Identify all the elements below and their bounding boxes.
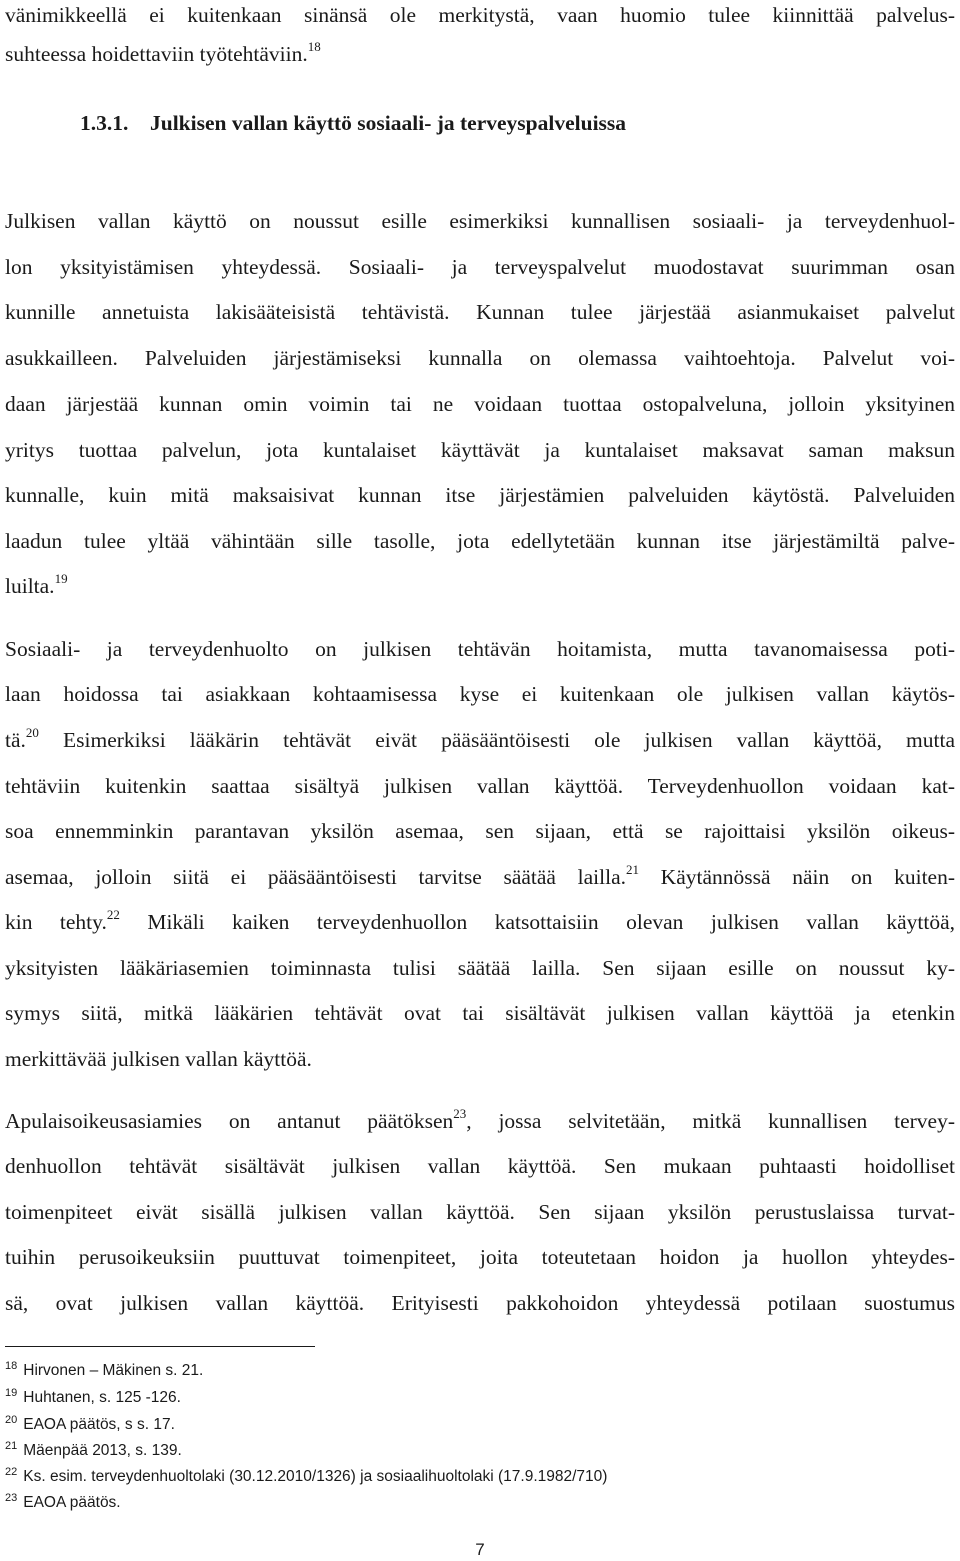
p2-text: tä.: [5, 728, 26, 752]
p2-text: asemaa, jolloin siitä ei pääsääntöisesti tarvitse säätää lailla.: [5, 865, 626, 889]
footnote: [5, 1442, 182, 1460]
p2-line: soa ennemminkin parantavan yksilön asemaa, sen sijaan, että se rajoittaisi yksilön oikeus-: [5, 819, 955, 843]
footnote-number: 21: [5, 1440, 18, 1452]
footnote-separator: [5, 1346, 315, 1347]
p1-line: kunnalle, kuin mitä maksaisivat kunnan itse järjestämien palveluiden käytöstä. Palveluiden: [5, 483, 955, 507]
p2-line: Sosiaali- ja terveydenhuolto on julkisen tehtävän hoitamista, mutta tavanomaisessa poti-: [5, 637, 955, 661]
footnote-text: Hirvonen – Mäkinen s. 21.: [23, 1362, 204, 1379]
footnote-number: 19: [5, 1387, 18, 1399]
p1-line: laadun tulee yltää vähintään sille tasolle, jota edellytetään kunnan itse järjestämiltä palve-: [5, 529, 955, 553]
footnote: [5, 1416, 175, 1434]
section-heading: [80, 110, 626, 136]
p2-line: symys siitä, mitkä lääkärien tehtävät ovat tai sisältävät julkisen vallan käyttöä ja etenkin: [5, 1001, 955, 1025]
p2-text: kin tehty.: [5, 910, 107, 934]
p3-text: , jossa selvitetään, mitkä kunnallisen tervey-: [466, 1109, 955, 1133]
intro-line-2: [5, 41, 955, 67]
footnote-number: 18: [5, 1360, 18, 1372]
p3-line: sä, ovat julkisen vallan käyttöä. Erityisesti pakkohoidon yhteydessä potilaan suostumus: [5, 1291, 955, 1315]
p2-line: [5, 909, 955, 935]
p3-line: denhuollon tehtävät sisältävät julkisen vallan käyttöä. Sen mukaan puhtaasti hoidolliset: [5, 1154, 955, 1178]
p2-text: Esimerkiksi lääkärin tehtävät eivät pääsääntöisesti ole julkisen vallan käyttöä, mutta: [38, 728, 955, 752]
p2-text: Käytännössä näin on kuiten-: [639, 865, 955, 889]
intro-line-1: vänimikkeellä ei kuitenkaan sinänsä ole merkitystä, vaan huomio tulee kiinnittää palvelus-: [5, 3, 955, 27]
p1-line: Julkisen vallan käyttö on noussut esille esimerkiksi kunnallisen sosiaali- ja terveydenhuol-: [5, 209, 955, 233]
footnote-text: EAOA päätös.: [23, 1494, 121, 1511]
p1-line: yritys tuottaa palvelun, jota kuntalaiset käyttävät ja kuntalaiset maksavat saman maksun: [5, 438, 955, 462]
footnote: [5, 1362, 203, 1380]
p1-line: lon yksityistämisen yhteydessä. Sosiaali- ja terveyspalvelut muodostavat suurimman osan: [5, 255, 955, 279]
p1-last-line: [5, 573, 955, 599]
section-number: 1.3.1.: [80, 111, 129, 135]
footnote-ref-23[interactable]: 23: [453, 1106, 467, 1121]
p2-text: Mikäli kaiken terveydenhuollon katsottaisiin olevan julkisen vallan käyttöä,: [119, 910, 955, 934]
p3-text: Apulaisoikeusasiamies on antanut päätöksen: [5, 1109, 454, 1133]
footnote-ref-18[interactable]: 18: [307, 39, 321, 54]
intro-line-2-text: suhteessa hoidettaviin työtehtäviin.: [5, 42, 308, 66]
footnote-text: Mäenpää 2013, s. 139.: [23, 1442, 182, 1459]
p1-line: kunnille annetuista lakisääteisistä tehtävistä. Kunnan tulee järjestää asianmukaiset palvelut: [5, 300, 955, 324]
p2-line: [5, 864, 955, 890]
footnote-ref-20[interactable]: 20: [25, 725, 39, 740]
footnote: [5, 1468, 607, 1486]
section-title: Julkisen vallan käyttö sosiaali- ja terveyspalveluissa: [150, 111, 627, 135]
p2-line: laan hoidossa tai asiakkaan kohtaamisessa kyse ei kuitenkaan ole julkisen vallan käytös-: [5, 682, 955, 706]
footnote-ref-21[interactable]: 21: [626, 862, 639, 877]
footnote: [5, 1389, 181, 1407]
footnote-number: 22: [5, 1466, 18, 1478]
p1-last-text: luilta.: [5, 574, 55, 598]
p1-line: asukkailleen. Palveluiden järjestämiseksi kunnalla on olemassa vaihtoehtoja. Palvelut voi-: [5, 346, 955, 370]
page-number: 7: [475, 1540, 485, 1559]
footnote-text: Ks. esim. terveydenhuoltolaki (30.12.2010/1326) ja sosiaalihuoltolaki (17.9.1982/710): [23, 1468, 608, 1485]
p3-line: [5, 1108, 955, 1134]
p3-line: tuihin perusoikeuksiin puuttuvat toimenpiteet, joita toteutetaan hoidon ja huollon yhteydes-: [5, 1245, 955, 1269]
footnote-ref-22[interactable]: 22: [106, 907, 120, 922]
footnote: [5, 1494, 121, 1512]
footnote-number: 23: [5, 1492, 18, 1504]
footnote-number: 20: [5, 1414, 18, 1426]
footnote-text: Huhtanen, s. 125 -126.: [23, 1389, 181, 1406]
footnote-text: EAOA päätös, s s. 17.: [23, 1416, 175, 1433]
p2-line: yksityisten lääkäriasemien toiminnasta tulisi säätää lailla. Sen sijaan esille on noussut ky-: [5, 956, 955, 980]
p1-line: daan järjestää kunnan omin voimin tai ne voidaan tuottaa ostopalveluna, jolloin yksityinen: [5, 392, 955, 416]
p2-line: tehtäviin kuitenkin saattaa sisältyä julkisen vallan käyttöä. Terveydenhuollon voidaan kat-: [5, 774, 955, 798]
p2-line: merkittävää julkisen vallan käyttöä.: [5, 1047, 312, 1071]
footnote-ref-19[interactable]: 19: [54, 571, 68, 586]
p3-line: toimenpiteet eivät sisällä julkisen vallan käyttöä. Sen sijaan yksilön perustuslaissa turvat-: [5, 1200, 955, 1224]
p2-line: [5, 727, 955, 753]
